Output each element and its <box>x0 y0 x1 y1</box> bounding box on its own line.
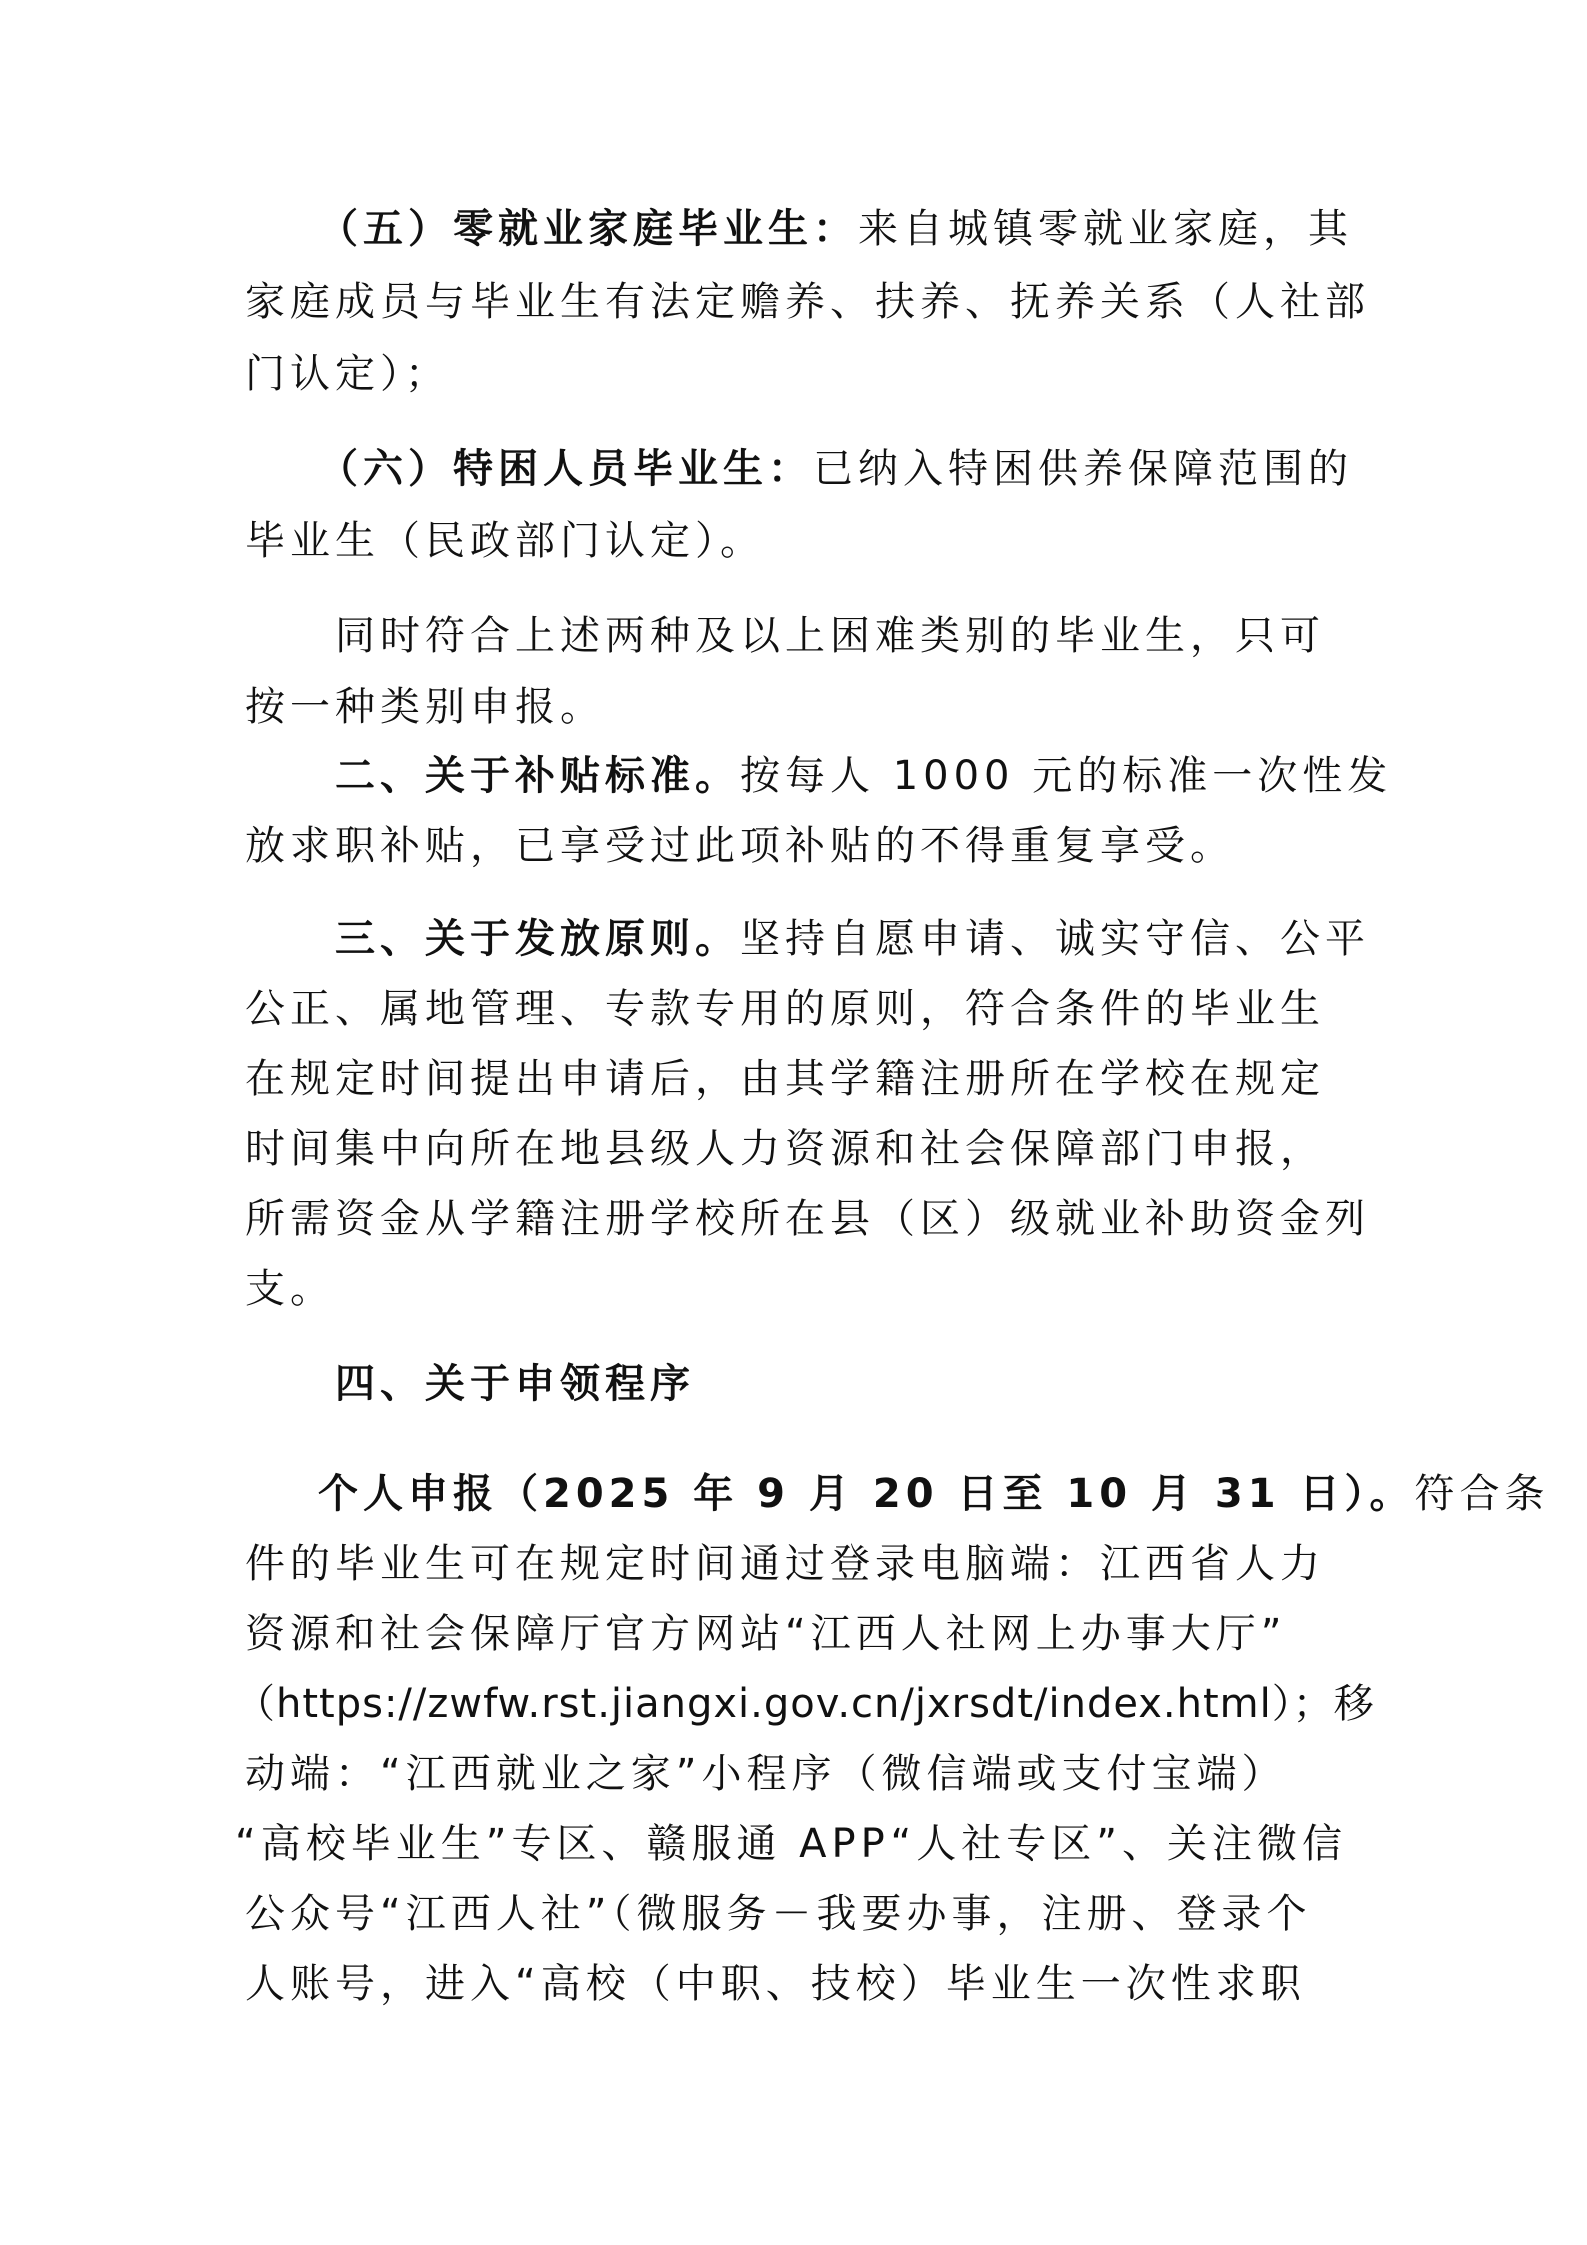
paragraph-line: 放求职补贴，已享受过此项补贴的不得重复享受。 <box>245 823 1235 869</box>
paragraph-line: （五）零就业家庭毕业生：来自城镇零就业家庭，其 <box>318 206 1353 252</box>
paragraph-line: 公众号“江西人社”（微服务－我要办事，注册、登录个 <box>245 1891 1312 1937</box>
section-heading: 四、关于申领程序 <box>335 1361 695 1407</box>
paragraph-line: 公正、属地管理、专款专用的原则，符合条件的毕业生 <box>245 986 1325 1032</box>
paragraph-line: 动端：“江西就业之家”小程序（微信端或支付宝端） <box>245 1751 1287 1797</box>
paragraph-line: 时间集中向所在地县级人力资源和社会保障部门申报， <box>245 1126 1325 1172</box>
paragraph-line: 家庭成员与毕业生有法定赡养、扶养、抚养关系（人社部 <box>245 279 1370 325</box>
paragraph-line: （六）特困人员毕业生：已纳入特困供养保障范围的 <box>318 446 1353 492</box>
paragraph-line: 二、关于补贴标准。按每人 1000 元的标准一次性发 <box>335 753 1393 799</box>
paragraph-line: 个人申报（2025 年 9 月 20 日至 10 月 31 日）。符合条 <box>318 1471 1550 1517</box>
paragraph-line: 按一种类别申报。 <box>245 684 605 730</box>
section-heading: 二、关于补贴标准。 <box>335 753 740 799</box>
item-heading: （五）零就业家庭毕业生： <box>318 206 858 252</box>
paragraph-line: 支。 <box>245 1266 335 1312</box>
paragraph-line: 同时符合上述两种及以上困难类别的毕业生，只可 <box>335 613 1325 659</box>
paragraph-line: 件的毕业生可在规定时间通过登录电脑端：江西省人力 <box>245 1541 1325 1587</box>
paragraph-line: 三、关于发放原则。坚持自愿申请、诚实守信、公平 <box>335 916 1370 962</box>
item-heading: （六）特困人员毕业生： <box>318 446 813 492</box>
paragraph-line: “高校毕业生”专区、赣服通 APP“人社专区”、关注微信 <box>235 1821 1347 1867</box>
item-heading: 个人申报（2025 年 9 月 20 日至 10 月 31 日）。 <box>318 1471 1415 1517</box>
paragraph-line: 毕业生（民政部门认定）。 <box>245 518 765 564</box>
paragraph-line: 所需资金从学籍注册学校所在县（区）级就业补助资金列 <box>245 1196 1370 1242</box>
paragraph-line: 在规定时间提出申请后，由其学籍注册所在学校在规定 <box>245 1056 1325 1102</box>
paragraph-line: 资源和社会保障厅官方网站“江西人社网上办事大厅” <box>245 1611 1287 1657</box>
paragraph-line: 人账号，进入“高校（中职、技校）毕业生一次性求职 <box>245 1961 1306 2007</box>
url-line: （https://zwfw.rst.jiangxi.gov.cn/jxrsdt/index.html）；移 <box>235 1681 1375 1727</box>
paragraph-line: 门认定）； <box>245 351 450 397</box>
section-heading: 三、关于发放原则。 <box>335 916 740 962</box>
